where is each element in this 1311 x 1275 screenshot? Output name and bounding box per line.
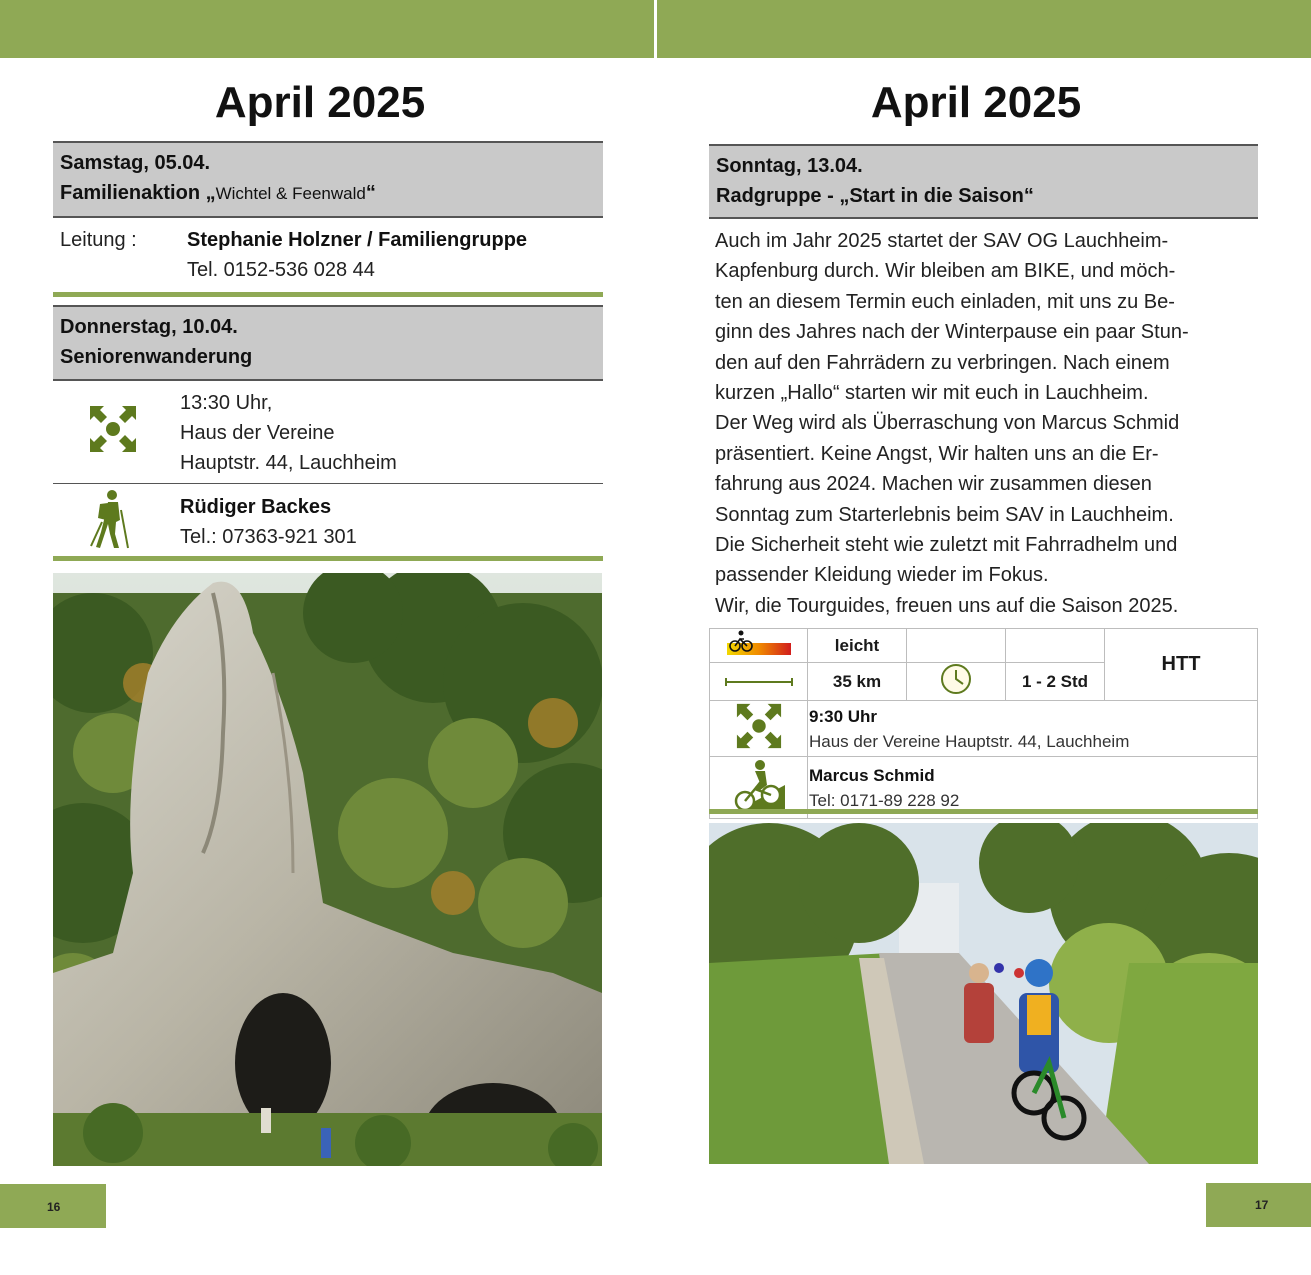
event2-guide-phone: Tel.: 07363-921 301 [180, 526, 357, 548]
page-number-right-box [1206, 1183, 1311, 1227]
top-band-left [0, 0, 654, 58]
divider-green [709, 809, 1258, 814]
page-title-left: April 2025 [214, 78, 426, 127]
distance-value: 35 km [808, 663, 907, 701]
event3-date: Sonntag, 13.04. [716, 155, 863, 177]
event2-name: Seniorenwanderung [60, 346, 253, 368]
divider-thin [53, 483, 603, 484]
difficulty-cell [710, 629, 808, 663]
meet-info-cell [808, 701, 1258, 757]
event2-meet-place: Haus der Vereine [180, 422, 335, 444]
meeting-point-icon [88, 404, 138, 454]
event3-meet-time: 9:30 Uhr [809, 706, 878, 726]
hiker-icon [88, 488, 134, 550]
top-band-right [657, 0, 1311, 58]
event3-closing: Wir, die Tourguides, freuen uns auf die Saison 2025. [715, 594, 1179, 617]
difficulty-value: leicht [808, 629, 907, 663]
event2-meet-time: 13:30 Uhr, [180, 392, 273, 414]
event2-meet-address: Hauptstr. 44, Lauchheim [180, 452, 397, 474]
event1-leader-name: Stephanie Holzner / Familiengruppe [187, 229, 528, 251]
event3-header [709, 144, 1258, 219]
distance-icon [724, 677, 794, 687]
event3-meet-place: Haus der Vereine Hauptstr. 44, Lauchheim [809, 731, 1130, 751]
event3-description: Auch im Jahr 2025 startet der SAV OG Lauchheim- Kapfenburg durch. Wir bleiben am BIKE, und möch- ten an diesem Termin euch einladen, mit uns zu Be- ginn des Jahres nach der Winterpause ein paar Stun- den auf den Fahrrädern zu verbringen. Nach einem kurzen „Hallo“ starten wir mit euch in Lauchheim. Der Weg wird als Überraschung von Marcus Schmid präsentiert. Keine Angst, Wir halten uns an die Er- fahrung aus 2024. Machen wir zusammen diesen Sonntag zum Starterlebnis beim SAV in Lauchheim. Die Sicherheit steht wie zuletzt mit Fahrradhelm und passender Kleidung wieder im Fokus. Wir, die Tourguides, freuen uns auf die Saison 2025. [715, 226, 1251, 621]
event2-header [53, 305, 603, 381]
event3-guide-name: Marcus Schmid [809, 765, 935, 785]
divider-green [53, 556, 603, 561]
event1-header [53, 141, 603, 218]
page-number-left-box [0, 1184, 106, 1228]
page-number-right: 17 [1255, 1198, 1269, 1212]
meeting-point-icon [735, 702, 783, 750]
page-title-right: April 2025 [870, 78, 1082, 127]
event2-date: Donnerstag, 10.04. [60, 316, 238, 338]
event3-guide-phone: Tel: 0171-89 228 92 [809, 790, 960, 810]
meet-icon-cell [710, 701, 808, 757]
duration-value: 1 - 2 Std [1006, 663, 1105, 701]
cyclist-icon [733, 757, 785, 813]
event1-leader-phone: Tel. 0152-536 028 44 [187, 259, 375, 281]
rock-cave-photo [53, 573, 602, 1166]
divider-green [53, 292, 603, 297]
event1-leader-label: Leitung : [60, 229, 137, 251]
difficulty-bike-icon [727, 629, 791, 657]
event2-guide-name: Rüdiger Backes [180, 496, 332, 518]
event1-name: Familienaktion „Wichtel & Feenwald“ [60, 182, 376, 204]
clock-icon [939, 663, 973, 695]
event3-name: Radgruppe - „Start in die Saison“ [716, 185, 1034, 207]
tour-info-table [709, 628, 1258, 819]
clock-icon-cell [907, 663, 1006, 701]
cyclists-photo [709, 823, 1258, 1164]
event1-date: Samstag, 05.04. [60, 152, 211, 174]
tour-category: HTT [1105, 629, 1258, 701]
page-number-left: 16 [47, 1200, 61, 1214]
distance-icon-cell [710, 663, 808, 701]
